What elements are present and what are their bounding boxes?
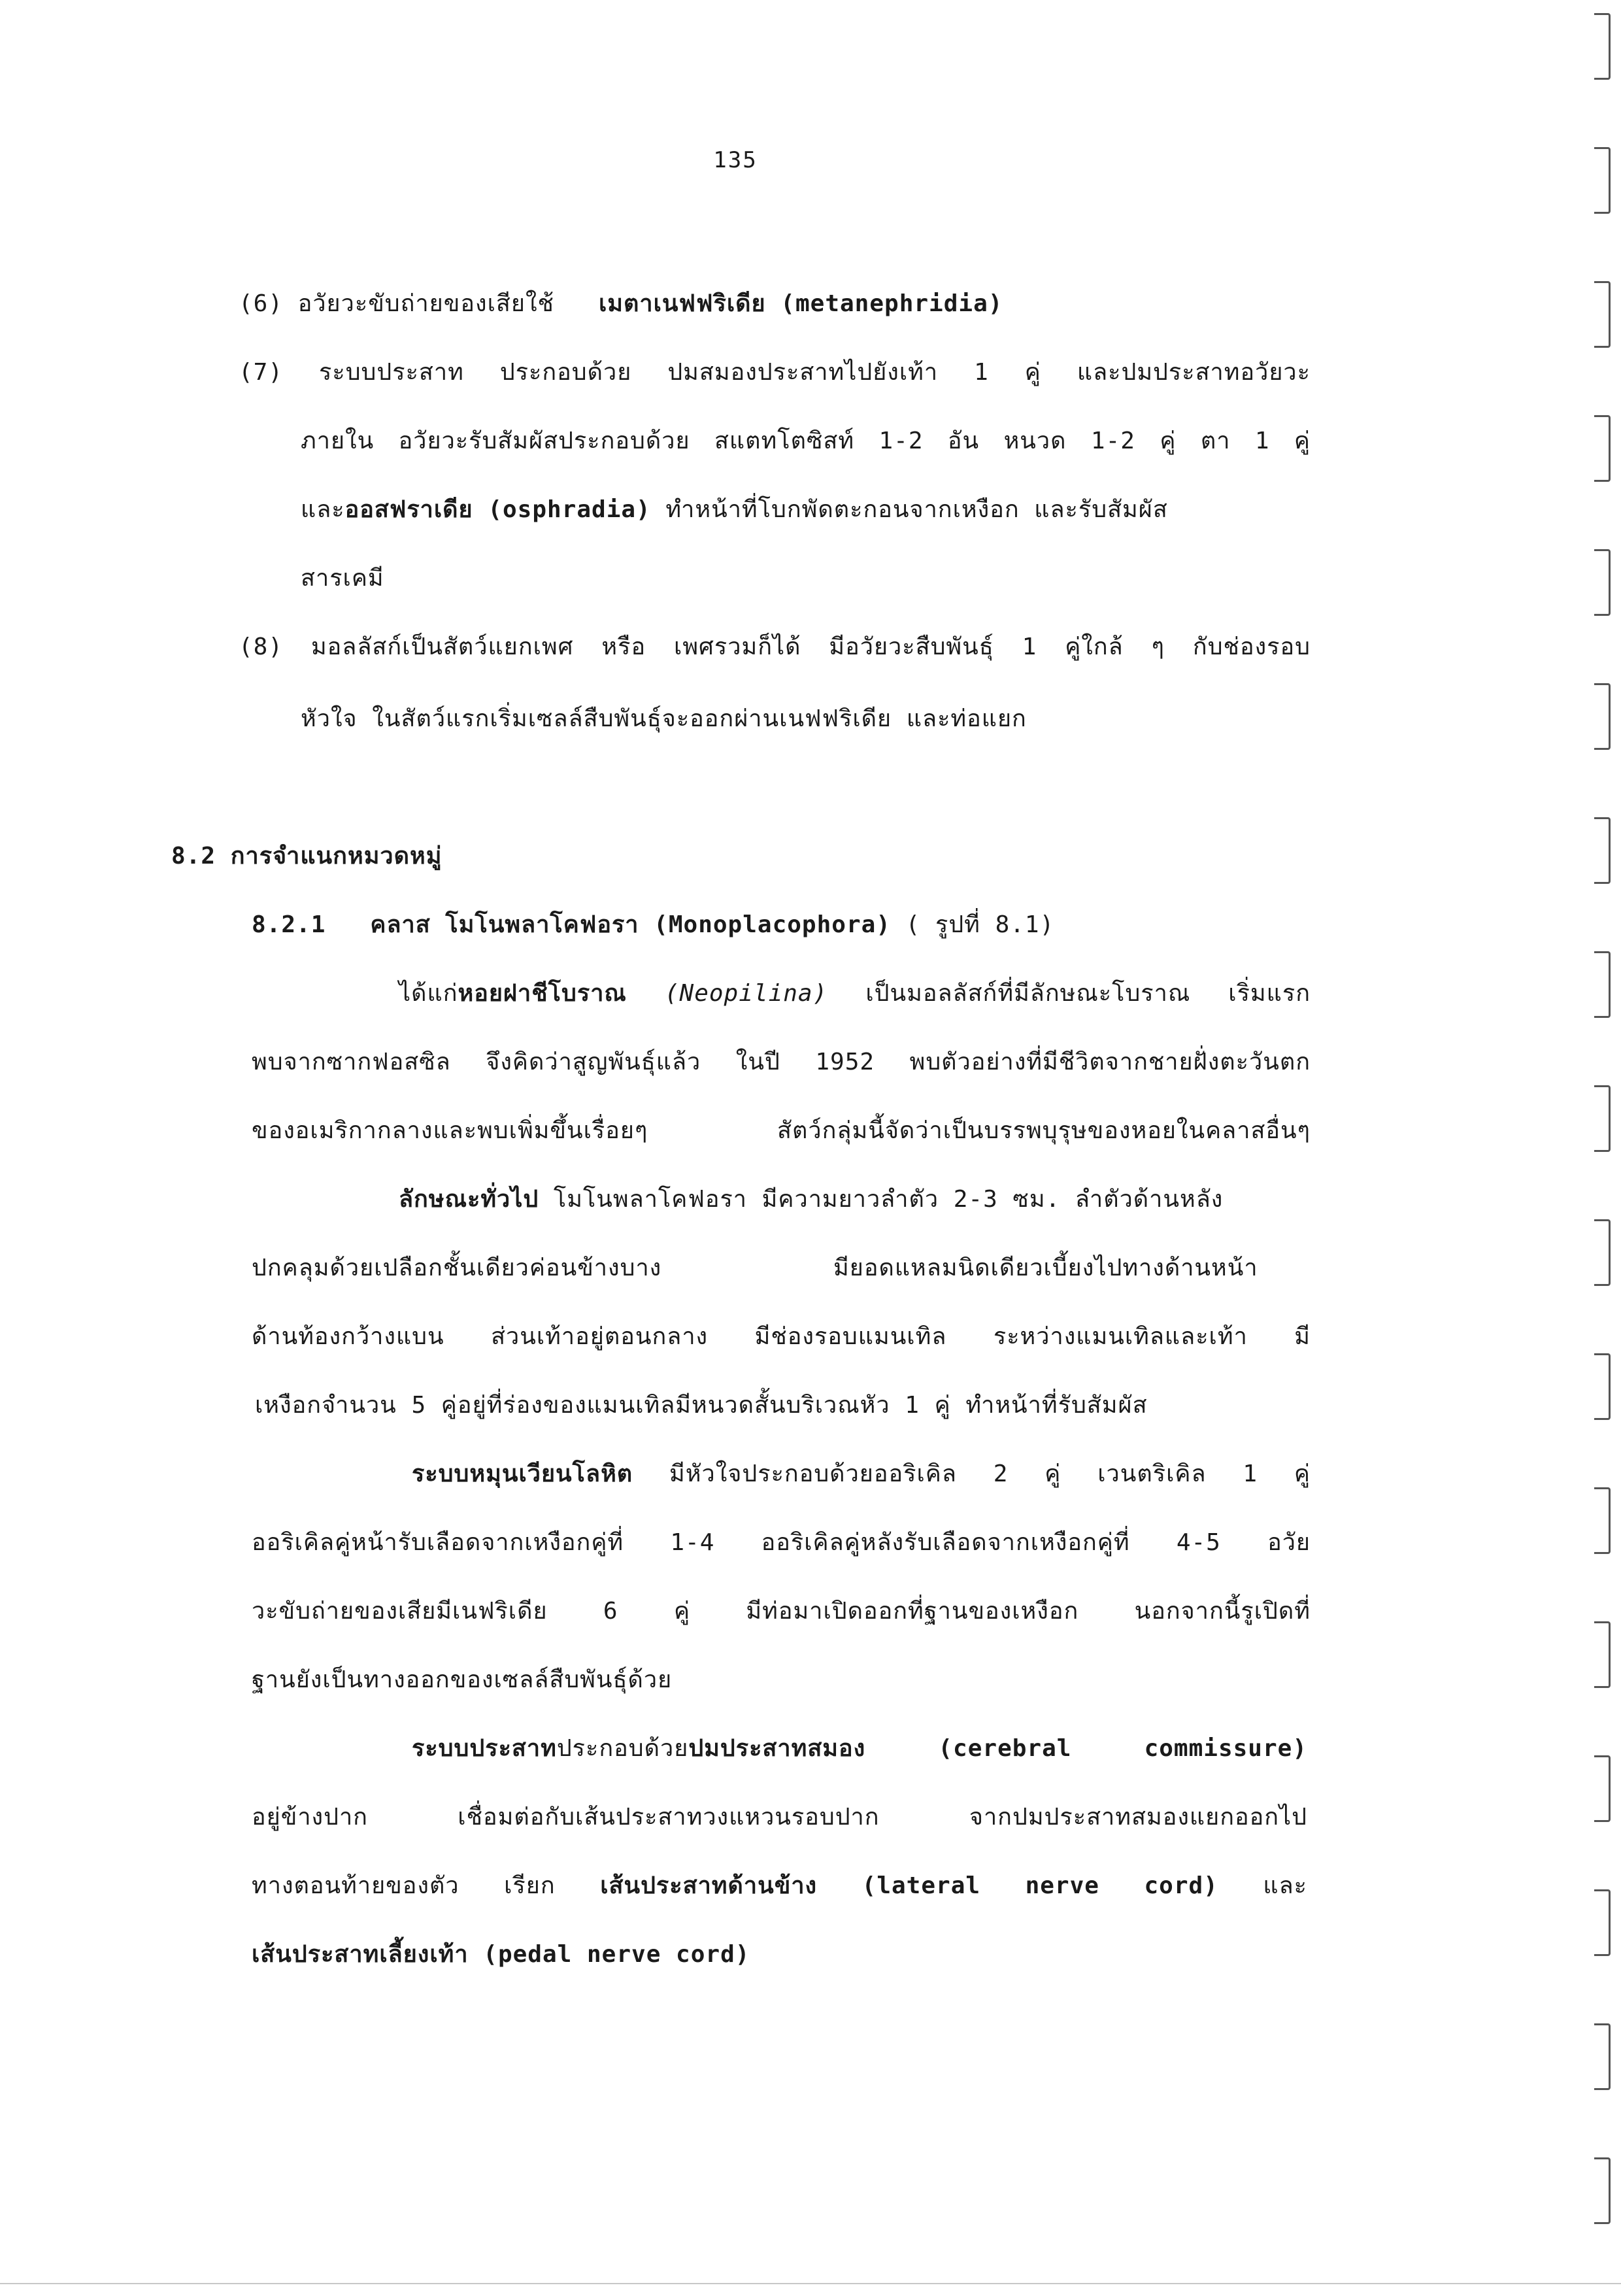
binding-hole (1594, 817, 1611, 884)
para-4-line-4 (252, 1938, 750, 1971)
para-2-term: ลักษณะทั่วไป (399, 1186, 539, 1213)
binding-hole (1594, 683, 1611, 750)
section-heading: 8.2 การจำแนกหมวดหมู่ (171, 843, 443, 869)
binding-hole (1594, 147, 1611, 214)
para-1-line-1 (399, 977, 1311, 1010)
binding-hole (1594, 2157, 1611, 2224)
para-2-line-2a: ปกคลุมด้วยเปลือกชั้นเดียวค่อนข้างบาง (252, 1255, 662, 1281)
binding-hole (1594, 1889, 1611, 1956)
para-4-line-3-post: และ (1218, 1872, 1307, 1899)
binding-hole (1594, 1353, 1611, 1420)
page-number: 135 (713, 147, 758, 173)
para-2-line-3: ด้านท้องกว้างแบน ส่วนเท้าอยู่ตอนกลาง มีช่องรอบแมนเทิล ระหว่างแมนเทิลและเท้า มี (252, 1323, 1311, 1350)
para-4-line-3 (252, 1870, 1307, 1902)
para-4-term-2: ปมประสาทสมอง (cerebral commissure) (688, 1735, 1307, 1762)
para-2-line-4: เหงือกจำนวน 5 คู่อยู่ที่ร่องของแมนเทิลมีหนวดสั้นบริเวณหัว 1 คู่ ทำหน้าที่รับสัมผัส (255, 1392, 1148, 1419)
para-1-pre: ได้แก่ (399, 980, 458, 1007)
para-4-line-3-pre: ทางตอนท้ายของตัว เรียก (252, 1872, 601, 1899)
item-6-number: (6) (239, 290, 284, 317)
item-7-term-osphradia: ออสฟราเดีย (osphradia) (344, 496, 651, 523)
para-2-line-1 (399, 1183, 1223, 1216)
scan-edge-line (0, 2283, 1621, 2284)
para-3-line-3: วะขับถ่ายของเสียมีเนฟริเดีย 6 คู่ มีท่อมาเปิดออกที่ฐานของเหงือก นอกจากนี้รูเปิดที่ (252, 1598, 1311, 1625)
subsection-title: คลาส โมโนพลาโคฟอรา (Monoplacophora) (370, 911, 891, 938)
subsection-figure-ref: ( รูปที่ 8.1) (890, 911, 1055, 938)
binding-hole (1594, 1621, 1611, 1688)
para-3-term: ระบบหมุนเวียนโลหิต (412, 1460, 633, 1487)
binding-hole (1594, 951, 1611, 1018)
binding-hole (1594, 1487, 1611, 1554)
para-1-line-2: พบจากซากฟอสซิล จึงคิดว่าสูญพันธุ์แล้ว ในปี 1952 พบตัวอย่างที่มีชีวิตจากชายฝั่งตะวันตก (252, 1049, 1311, 1075)
para-1-post: เป็นมอลลัสก์ที่มีลักษณะโบราณ เริ่มแรก (827, 980, 1311, 1007)
item-7-text-1: ระบบประสาท ประกอบด้วย ปมสมองประสาทไปยังเท้า 1 คู่ และปมประสาทอวัยวะ (319, 359, 1311, 386)
para-4-lateral-nerve: เส้นประสาทด้านข้าง (lateral nerve cord) (600, 1872, 1218, 1899)
binding-hole (1594, 415, 1611, 482)
item-7-line-1 (239, 356, 1311, 389)
binding-hole (1594, 1219, 1611, 1286)
para-2-line-2b: มียอดแหลมนิดเดียวเบี้ยงไปทางด้านหน้า (833, 1255, 1258, 1281)
para-4-line-2: อยู่ข้างปาก เชื่อมต่อกับเส้นประสาทวงแหวนรอบปาก จากปมประสาทสมองแยกออกไป (252, 1804, 1307, 1831)
item-7-line-2: ภายใน อวัยวะรับสัมผัสประกอบด้วย สแตทโตซิสท์ 1-2 อัน หนวด 1-2 คู่ ตา 1 คู่ (301, 428, 1311, 454)
item-8-line-2: หัวใจ ในสัตว์แรกเริ่มเซลล์สืบพันธุ์จะออกผ่านเนฟฟริเดีย และท่อแยก (301, 705, 1027, 732)
item-7-line-4: สารเคมี (301, 565, 384, 592)
binding-hole (1594, 2023, 1611, 2090)
para-1-term: หอยฝาชีโบราณ (458, 980, 627, 1007)
subsection-number: 8.2.1 (252, 911, 326, 938)
item-6-text: อวัยวะขับถ่ายของเสียใช้ (297, 290, 554, 317)
para-1-line-3: ของอเมริกากลางและพบเพิ่มขึ้นเรื่อยๆ สัตว์กลุ่มนี้จัดว่าเป็นบรรพบุรุษของหอยในคลาสอื่นๆ (252, 1117, 1311, 1144)
binding-hole (1594, 281, 1611, 348)
para-2-post: โมโนพลาโคฟอรา มีความยาวลำตัว 2-3 ซม. ลำตัวด้านหลัง (539, 1186, 1224, 1213)
para-3-line-2: ออริเคิลคู่หน้ารับเลือดจากเหงือกคู่ที่ 1-4 ออริเคิลคู่หลังรับเลือดจากเหงือกคู่ที่ 4-5 อวัย (252, 1529, 1311, 1556)
para-3-post: มีหัวใจประกอบด้วยออริเคิล 2 คู่ เวนตริเคิล 1 คู่ (633, 1460, 1311, 1487)
item-7-number: (7) (239, 359, 284, 386)
para-3-line-4: ฐานยังเป็นทางออกของเซลล์สืบพันธุ์ด้วย (252, 1666, 673, 1693)
para-4-line-1 (412, 1732, 1307, 1765)
para-4-mid: ประกอบด้วย (556, 1735, 689, 1762)
para-4-term: ระบบประสาท (412, 1735, 557, 1762)
para-3-line-1 (412, 1458, 1311, 1491)
item-6-term: เมตาเนฟฟริเดีย (metanephridia) (599, 290, 1003, 317)
binding-edge (1582, 0, 1621, 2296)
binding-hole (1594, 1085, 1611, 1152)
item-7-line-3 (301, 494, 1168, 526)
item-7-line-3-pre: และ (301, 496, 345, 523)
para-1-genus: (Neopilina) (626, 980, 828, 1007)
item-8-line-1 (239, 631, 1311, 664)
binding-hole (1594, 549, 1611, 616)
subsection-heading (252, 909, 1054, 941)
item-8-text-1: มอลลัสก์เป็นสัตว์แยกเพศ หรือ เพศรวมก็ได้ มีอวัยวะสืบพันธุ์ 1 คู่ใกล้ ๆ กับช่องรอบ (310, 633, 1311, 660)
item-7-line-3-post: ทำหน้าที่โบกพัดตะกอนจากเหงือก และรับสัมผัส (650, 496, 1168, 523)
binding-hole (1594, 1755, 1611, 1822)
item-8-number: (8) (239, 633, 284, 660)
item-6-line-1 (239, 288, 1003, 320)
binding-hole (1594, 13, 1611, 80)
para-4-pedal-nerve: เส้นประสาทเลี้ยงเท้า (pedal nerve cord) (252, 1941, 750, 1968)
